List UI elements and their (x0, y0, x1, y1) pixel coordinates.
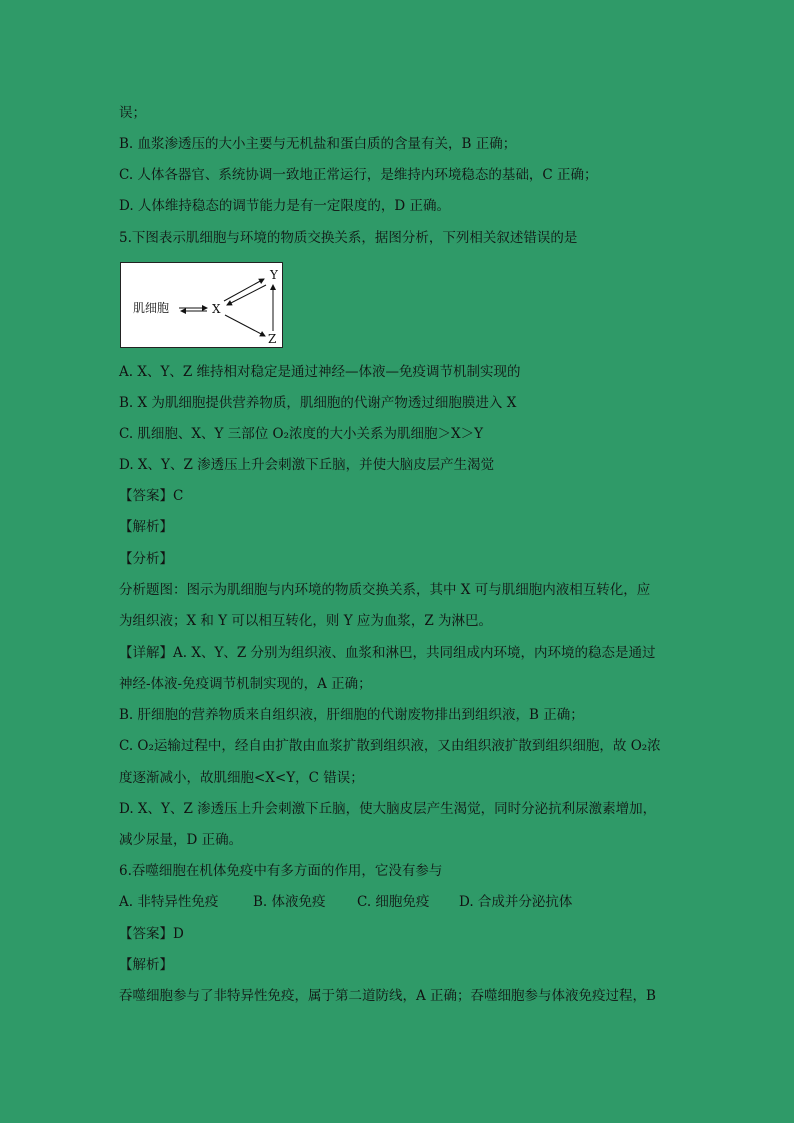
option-d: D. X、Y、Z 渗透压上升会刺激下丘脑，并使大脑皮层产生渴觉 (119, 457, 495, 473)
q6-option-c: C. 细胞免疫 (357, 894, 430, 910)
option-b: B. X 为肌细胞提供营养物质，肌细胞的代谢产物透过细胞膜进入 X (119, 395, 517, 411)
analysis-sub-label: 【分析】 (119, 551, 173, 567)
text-line: C. 人体各器官、系统协调一致地正常运行，是维持内环境稳态的基础，C 正确； (119, 167, 598, 183)
arrow-x-to-z (225, 315, 265, 336)
text-line: C. O₂运输过程中，经自由扩散由血浆扩散到组织液，又由组织液扩散到组织细胞，故 O₂浓 (119, 738, 661, 754)
q6-option-d: D. 合成并分泌抗体 (459, 894, 573, 910)
answer-label: 【答案】D (119, 926, 184, 942)
answer-label: 【答案】C (119, 488, 184, 504)
text-line: 度逐渐减小，故肌细胞<X<Y，C 错误； (119, 770, 364, 786)
cell-label: 肌细胞 (133, 301, 170, 315)
exchange-diagram (120, 262, 283, 348)
exchange-diagram-svg (121, 263, 282, 347)
text-line: 减少尿量，D 正确。 (119, 832, 243, 848)
question-6-stem: 6.吞噬细胞在机体免疫中有多方面的作用，它没有参与 (119, 863, 443, 879)
y-label: Y (270, 268, 278, 282)
text-line: D. 人体维持稳态的调节能力是有一定限度的，D 正确。 (119, 198, 451, 214)
text-line: 误； (119, 105, 146, 121)
text-line: 【详解】A. X、Y、Z 分别为组织液、血浆和淋巴，共同组成内环境，内环境的稳态是通过 (119, 645, 656, 661)
question-6-options (119, 893, 572, 911)
text-line: B. 血浆渗透压的大小主要与无机盐和蛋白质的含量有关，B 正确； (119, 136, 517, 152)
z-label: Z (268, 332, 277, 346)
text-line: 神经-体液-免疫调节机制实现的，A 正确； (119, 676, 372, 692)
arrow-y-to-x (227, 285, 266, 305)
analysis-label: 【解析】 (119, 519, 173, 535)
arrow-x-to-y (224, 279, 264, 301)
x-label: X (212, 302, 221, 316)
question-5-stem: 5.下图表示肌细胞与环境的物质交换关系，据图分析，下列相关叙述错误的是 (119, 230, 578, 246)
text-line: D. X、Y、Z 渗透压上升会刺激下丘脑，使大脑皮层产生渴觉，同时分泌抗利尿激素增加， (119, 801, 657, 817)
option-c: C. 肌细胞、X、Y 三部位 O₂浓度的大小关系为肌细胞＞X＞Y (119, 426, 484, 442)
q6-option-b: B. 体液免疫 (253, 894, 326, 910)
text-line: 吞噬细胞参与了非特异性免疫，属于第二道防线，A 正确；吞噬细胞参与体液免疫过程，B (119, 988, 656, 1004)
text-line: B. 肝细胞的营养物质来自组织液，肝细胞的代谢废物排出到组织液，B 正确； (119, 707, 584, 723)
analysis-label: 【解析】 (119, 957, 173, 973)
text-line: 分析题图：图示为肌细胞与内环境的物质交换关系，其中 X 可与肌细胞内液相互转化，应 (119, 582, 651, 598)
option-a: A. X、Y、Z 维持相对稳定是通过神经—体液—免疫调节机制实现的 (119, 364, 521, 380)
q6-option-a: A. 非特异性免疫 (119, 894, 219, 910)
text-line: 为组织液；X 和 Y 可以相互转化，则 Y 应为血浆，Z 为淋巴。 (119, 613, 493, 629)
